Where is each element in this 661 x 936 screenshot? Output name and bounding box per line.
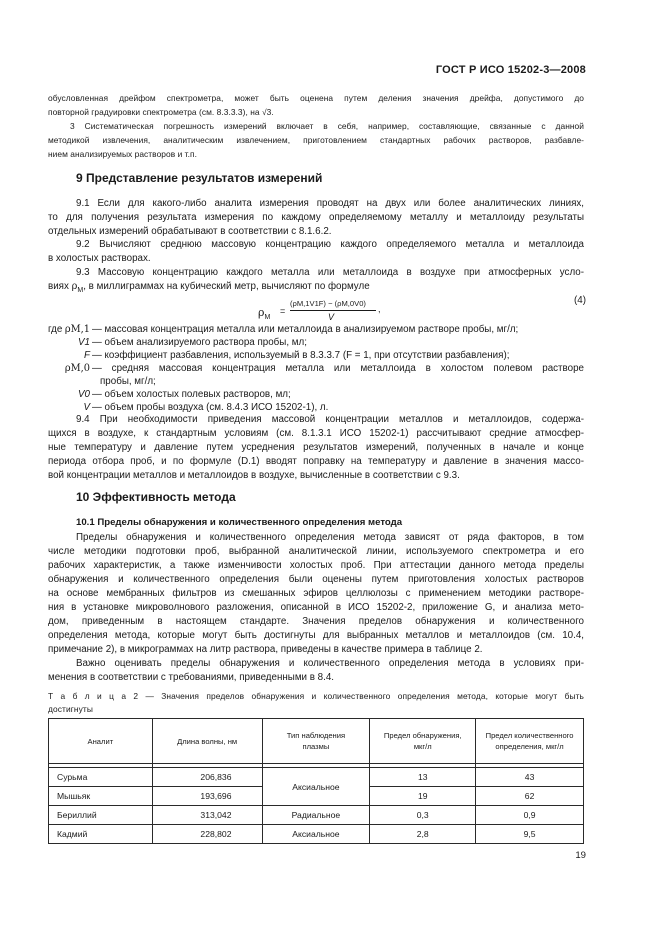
- paragraph-line: 9.4 При необходимости приведения массовой концентрации металлов и металлоидов, содержа-: [76, 414, 584, 425]
- paragraph-line: периода отбора проб, и по формуле (D.1) вводят поправку на температуру и давление в значения массо-: [48, 456, 584, 467]
- definition-text: — массовая концентрация металла или металлоида в анализируемом растворе пробы, мг/л;: [92, 324, 519, 335]
- paragraph-line: рабочих характеристик, а также изменчивости холостых проб. При аттестации данного метода пределы: [48, 560, 584, 571]
- paragraph-line: менения в соответствии с требованиями, приведенными в 8.4.: [48, 672, 335, 683]
- paragraph-line: вой концентрации металлов и металлоидов в воздухе, вычисленные в соответствии с 9.3.: [48, 470, 460, 481]
- wavelength-cell: 228,802: [152, 825, 262, 844]
- note-continuation-line: [48, 106, 584, 120]
- paragraph-line: примечание 2), в микрограммах на литр раствора, приведены в качестве примера в таблице 2.: [48, 644, 483, 655]
- formula-number: (4): [574, 295, 586, 306]
- table-row: [49, 806, 584, 825]
- paragraph-line: 9.3 Массовую концентрацию каждого металла или металлоида в воздухе при атмосферных усло-: [76, 267, 584, 278]
- definition-text: — объем холостых полевых растворов, мл;: [92, 389, 291, 400]
- section-10-title: 10 Эффективность метода: [76, 490, 236, 504]
- lod-cell: 0,3: [370, 806, 476, 825]
- table-header-row: [49, 719, 584, 764]
- paragraph-line: Важно оценивать пределы обнаружения и количественного определения метода в условиях при-: [76, 658, 584, 669]
- table-row: [49, 768, 584, 787]
- loq-cell: 43: [476, 768, 584, 787]
- paragraph-line: щихся в воздухе, к стандартным условиям (см. 8.1.3.1 ИСО 15202-1) рассчитывают средние атмосфер-: [48, 428, 584, 439]
- paragraph-line: обнаружения и количественного определения были оценены путем приготовления холостых растворов: [48, 574, 584, 585]
- definition-text: пробы, мг/л;: [100, 376, 156, 387]
- column-header: Длина волны, нм: [152, 719, 262, 764]
- lod-cell: 2,8: [370, 825, 476, 844]
- definition-text: — объем пробы воздуха (см. 8.4.3 ИСО 15202-1), л.: [92, 402, 329, 413]
- page-number: 19: [575, 850, 586, 861]
- subscript: M: [264, 314, 271, 322]
- column-header: Предел количественного определения, мкг/л: [476, 719, 584, 764]
- analyte-cell: Кадмий: [49, 825, 153, 844]
- formula-comma: ,: [378, 304, 381, 314]
- fraction-bar: [290, 310, 376, 311]
- definition-symbol: ρM,1: [64, 324, 90, 335]
- formula-lhs: [258, 306, 270, 321]
- note-text: повторной градуировки спектрометра (см. 8.3.3.3), на: [48, 107, 260, 117]
- sqrt-value: √3.: [261, 107, 274, 117]
- note-3-line: 3 Систематическая погрешность измерений включает в себя, например, составляющие, связанные с данной: [70, 121, 584, 131]
- equals-sign: =: [280, 306, 286, 316]
- wavelength-cell: 313,042: [152, 806, 262, 825]
- column-header: Аналит: [49, 719, 153, 764]
- text: , в миллиграммах на кубический метр, вычисляют по формуле: [83, 281, 370, 292]
- paragraph-line: дом, приведенным в настоящем стандарте. Значения пределов обнаружения и количественного: [48, 616, 584, 627]
- rho-symbol: ρ: [258, 306, 265, 319]
- subscript: M: [77, 286, 84, 294]
- definition-symbol: F: [84, 350, 90, 361]
- paragraph-line: [48, 280, 584, 298]
- lod-cell: 13: [370, 768, 476, 787]
- table-2: [48, 718, 584, 844]
- paragraph-line: отдельных измерений обрабатывают в соответствии с 8.1.6.2.: [48, 226, 332, 237]
- paragraph-line: ния в установке микроволнового разложения, описанной в ИСО 15202-2, приложение G, и анализа мето-: [48, 602, 584, 613]
- analyte-cell: Бериллий: [49, 806, 153, 825]
- loq-cell: 9,5: [476, 825, 584, 844]
- note-continuation-line: обусловленная дрейфом спектрометра, может быть оценена путем деления значения дрейфа, допустимого до: [48, 93, 584, 103]
- rho-symbol: ρ: [71, 281, 78, 292]
- definition-text: — коэффициент разбавления, используемый в 8.3.3.7 (F = 1, при отсутствии разбавления);: [92, 350, 510, 361]
- text: виях: [48, 281, 69, 292]
- lod-cell: 19: [370, 787, 476, 806]
- analyte-cell: Сурьма: [49, 768, 153, 787]
- paragraph-line: в холостых растворах.: [48, 253, 151, 264]
- formula-numerator: (ρM,1V1F) − (ρM,0V0): [290, 299, 366, 308]
- paragraph-line: Пределы обнаружения и количественного определения метода зависят от ряда факторов, в том: [76, 532, 584, 543]
- paragraph-line: на основе мембранных фильтров из смешанных эфиров целлюлозы с применением методики растворе-: [48, 588, 584, 599]
- analyte-cell: Мышьяк: [49, 787, 153, 806]
- paragraph-line: 9.2 Вычисляют среднюю массовую концентрацию каждого определяемого металла и металлоида: [76, 239, 584, 250]
- subsection-10-1-title: 10.1 Пределы обнаружения и количественного определения метода: [76, 517, 403, 528]
- definition-symbol: V0: [78, 389, 90, 400]
- where-label: где: [48, 324, 63, 335]
- wavelength-cell: 193,696: [152, 787, 262, 806]
- column-header: Тип наблюдения плазмы: [262, 719, 370, 764]
- document-header: ГОСТ Р ИСО 15202-3—2008: [435, 64, 586, 76]
- plasma-cell: Радиальное: [262, 806, 370, 825]
- definition-text: — объем анализируемого раствора пробы, мл;: [92, 337, 307, 348]
- plasma-cell: Аксиальное: [262, 768, 370, 806]
- paragraph-line: числе методики подготовки проб, выбранной аналитической линии, используемого спектрометра и его: [48, 546, 584, 557]
- paragraph-line: 9.1 Если для какого-либо аналита измерения проводят на двух или более аналитических линиях,: [76, 198, 584, 209]
- table-caption: достигнуты: [48, 704, 93, 714]
- paragraph-line: ные температуру и давление путем усреднения результатов измерений, полученных в начале и конце: [48, 442, 584, 453]
- loq-cell: 0,9: [476, 806, 584, 825]
- paragraph-line: определения метода, которые могут быть достигнуты для выбранных металлов и металлоидов (см. 10.4,: [48, 630, 584, 641]
- definition-symbol: V: [83, 402, 90, 413]
- definition-text: — средняя массовая концентрация металла или металлоида в холостом полевом растворе: [92, 363, 584, 374]
- section-9-title: 9 Представление результатов измерений: [76, 171, 323, 185]
- wavelength-cell: 206,836: [152, 768, 262, 787]
- column-header: Предел обнаружения, мкг/л: [370, 719, 476, 764]
- note-3-line: методикой извлечения, аналитическим извлечением, приготовлением стандартных рабочих растворов, разбавле-: [48, 135, 584, 145]
- definition-symbol: V1: [78, 337, 90, 348]
- plasma-cell: Аксиальное: [262, 825, 370, 844]
- formula-denominator: V: [328, 312, 335, 322]
- paragraph-line: то для получения результата измерения по каждому определяемому металлу и металлоиду результаты: [48, 212, 584, 223]
- definition-symbol: ρM,0: [64, 363, 90, 374]
- note-3-line: нием анализируемых растворов и т.п.: [48, 149, 197, 159]
- table-row: [49, 825, 584, 844]
- loq-cell: 62: [476, 787, 584, 806]
- table-caption: Т а б л и ц а 2 — Значения пределов обнаружения и количественного определения метода, которые могут быть: [48, 691, 584, 701]
